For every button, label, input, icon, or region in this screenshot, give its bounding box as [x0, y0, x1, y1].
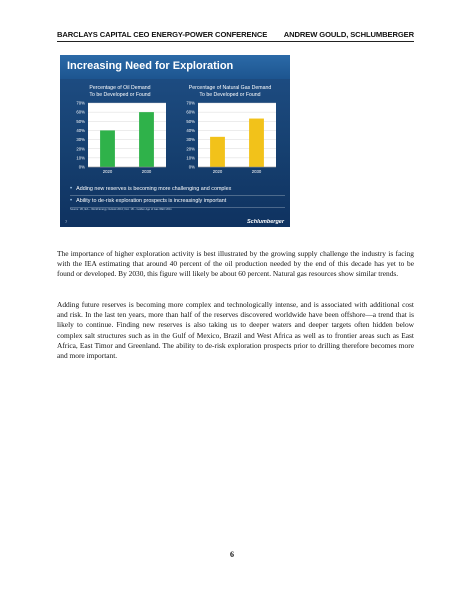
oil-y-tick-label: 40% — [76, 128, 85, 134]
bullet-icon: • — [70, 186, 73, 192]
oil-y-tick-label: 50% — [76, 118, 85, 124]
gas-chart-title-line-2: To be Developed or Found — [199, 91, 261, 98]
oil-y-tick-label: 60% — [76, 109, 85, 115]
bullet-icon: • — [70, 198, 73, 204]
gas-y-tick-label: 0% — [188, 164, 195, 170]
oil-y-tick-label: 10% — [76, 155, 85, 161]
oil-x-tick-label: 2030 — [141, 169, 152, 174]
gas-demand-chart — [176, 85, 284, 195]
gas-bar — [210, 137, 225, 167]
oil-y-tick-label: 30% — [76, 137, 85, 143]
header-speaker: ANDREW GOULD, SCHLUMBERGER — [283, 30, 414, 39]
slide-number: 7 — [65, 219, 68, 224]
slide-bullets — [70, 184, 285, 208]
oil-x-tick-label: 2020 — [102, 169, 113, 174]
gas-chart-svg — [176, 85, 284, 195]
gas-y-tick-label: 30% — [186, 137, 195, 143]
presentation-slide — [60, 55, 290, 227]
gas-y-tick-label: 60% — [186, 109, 195, 115]
oil-chart-title-line-2: To be Developed or Found — [89, 91, 151, 98]
bullet-text: Ability to de-risk exploration prospects is increasingly important — [76, 198, 227, 204]
slide-footnote: Source: 1B, IEA – World Energy Outlook 2010; Doc. 1B – Golden Age of Gas WEO 2011 — [70, 208, 172, 211]
oil-y-tick-label: 70% — [76, 100, 85, 106]
gas-bar — [249, 119, 264, 167]
body-paragraph-1: The importance of higher exploration activity is best illustrated by the growing supply challenge the industry is facing with the IEA estimating that around 40 percent of the oil production needed by the end of this decade has yet to be found or developed. By 2030, this figure will likely be about 60 percent. Natural gas resources show similar trends. — [57, 249, 414, 279]
oil-bar — [139, 112, 154, 167]
oil-bar — [100, 130, 115, 167]
oil-y-tick-label: 0% — [78, 164, 85, 170]
gas-plot-area — [198, 103, 276, 167]
oil-plot-area — [88, 103, 166, 167]
page-number: 6 — [230, 550, 234, 559]
oil-chart-title-line-1: Percentage of Oil Demand — [89, 85, 151, 91]
gas-x-tick-label: 2030 — [251, 169, 262, 174]
gas-x-tick-label: 2020 — [212, 169, 223, 174]
bullet-text: Adding new reserves is becoming more challenging and complex — [76, 186, 232, 192]
schlumberger-logo: Schlumberger — [247, 219, 284, 225]
gas-y-tick-label: 70% — [186, 100, 195, 106]
gas-y-tick-label: 20% — [186, 146, 195, 152]
page-header — [57, 30, 414, 42]
slide-bullet — [70, 196, 285, 208]
body-paragraph-2: Adding future reserves is becoming more complex and technologically intense, and is associated with additional cost and risk. In the last ten years, more than half of the reserves discovered worldwide have been offshore—a trend that is likely to continue. Finding new reserves is also taking us to deeper waters and deeper targets often hidden below complex salt structures such as in the Gulf of Mexico, Brazil and West Africa as well as to frontier areas such as East Africa, East Timor and Greenland. The ability to de-risk exploration prospects prior to drilling therefore becomes more and more important. — [57, 300, 414, 361]
oil-demand-chart — [66, 85, 174, 195]
slide-bullet — [70, 184, 285, 196]
gas-chart-title-line-1: Percentage of Natural Gas Demand — [188, 85, 272, 91]
oil-chart-svg — [66, 85, 174, 195]
oil-y-tick-label: 20% — [76, 146, 85, 152]
gas-y-tick-label: 40% — [186, 128, 195, 134]
header-conference: BARCLAYS CAPITAL CEO ENERGY-POWER CONFERENCE — [57, 30, 268, 39]
slide-title-bar — [60, 55, 290, 79]
slide-title: Increasing Need for Exploration — [67, 60, 234, 72]
gas-y-tick-label: 50% — [186, 118, 195, 124]
gas-y-tick-label: 10% — [186, 155, 195, 161]
